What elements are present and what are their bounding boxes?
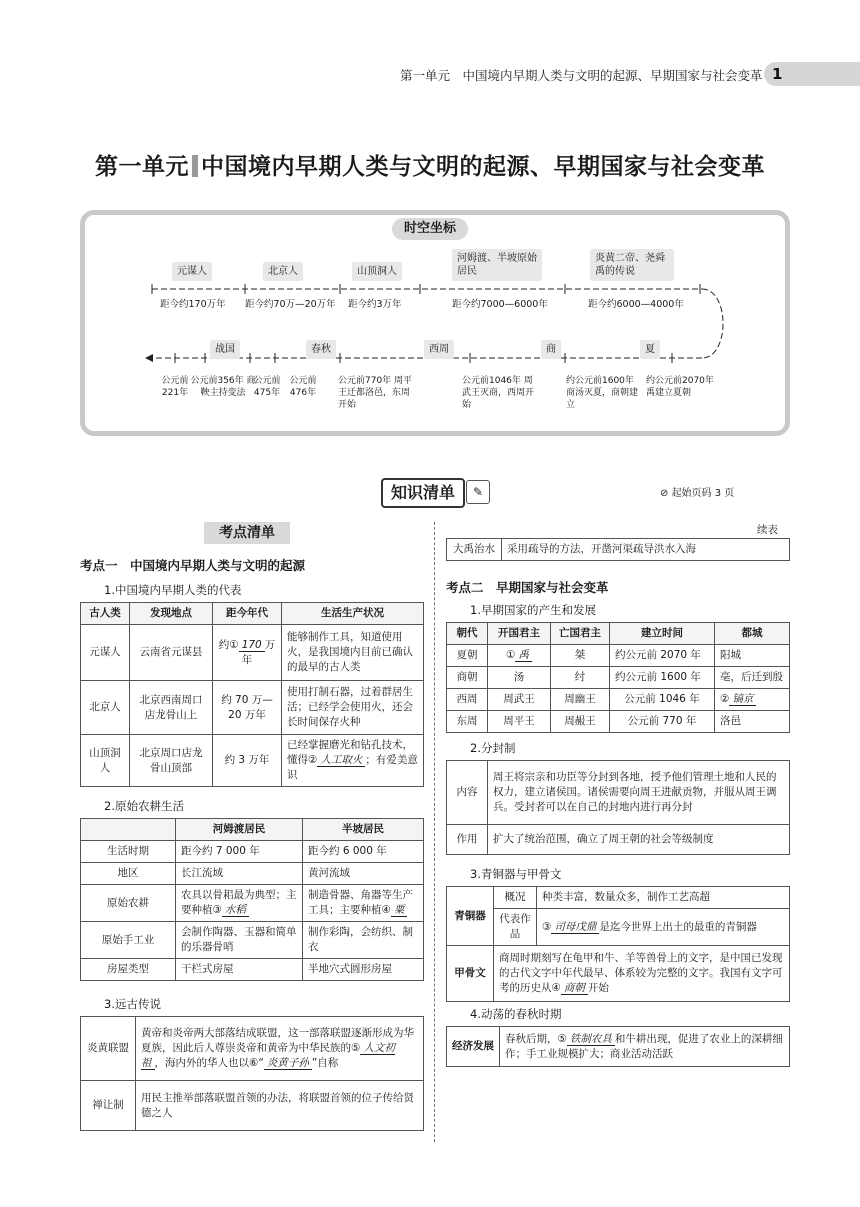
unit-title-part1: 第一单元 (95, 154, 189, 180)
table-row (447, 909, 790, 946)
answer-blank: 水稻 (222, 904, 249, 917)
cell-text: ① (506, 649, 516, 661)
cell-text: 约① (218, 638, 239, 651)
answer-blank: 人工取火 (317, 754, 365, 767)
th-capital: 都城 (715, 623, 790, 645)
answer-blank: 司母戊鼎 (551, 921, 599, 934)
column-divider (434, 522, 435, 1142)
point2-title: 考点二 早期国家与社会变革 (446, 580, 609, 595)
time-yanhuang: 距今约6000—4000年 (588, 299, 684, 310)
th-founded: 建立时间 (610, 623, 715, 645)
fengjian-table (446, 760, 790, 855)
answer-blank: 人文初祖 (141, 1042, 395, 1069)
th-era: 距今年代 (213, 603, 282, 625)
cell: 约公元前 1600 年 (610, 667, 715, 689)
cell: 东周 (447, 711, 488, 733)
cell: 地区 (81, 863, 176, 885)
answer-blank: 170 (239, 639, 265, 652)
th-location: 发现地点 (130, 603, 213, 625)
start-page-text: 起始页码 3 页 (671, 488, 735, 499)
cell-text: ③ (542, 920, 552, 933)
event-shandingdong: 山顶洞人 (352, 262, 402, 281)
table-row (81, 1017, 424, 1081)
cell: 炎黄联盟 (81, 1017, 136, 1081)
cell (282, 735, 424, 787)
cell-text: 是迄今世界上出土的最重的青铜器 (599, 920, 757, 933)
cell: 作用 (447, 825, 488, 855)
knowledge-list-badge: 知识清单 (381, 478, 465, 508)
cell: 商朝 (447, 667, 488, 689)
point2-sub3: 3.青铜器与甲骨文 (470, 867, 562, 881)
period-shang: 商 (541, 340, 561, 359)
cell-text: 农具以骨耜最为典型；主要种植③ (181, 889, 297, 916)
cell: 公元前 770 年 (610, 711, 715, 733)
cell (500, 1027, 790, 1067)
cell-text: ② (720, 693, 730, 705)
cell-text: 商周时期刻写在龟甲和牛、羊等兽骨上的文字，是中国已发现的古代文字中年代最早、体系较为完整的文字。我国有文字可考的历史从④ (499, 952, 783, 994)
answer-blank: 铁制农具 (567, 1033, 615, 1046)
point2-sub2: 2.分封制 (470, 741, 516, 755)
table-row (447, 539, 790, 561)
period-zhanguo: 战国 (210, 340, 240, 359)
notepad-icon: ✎ (466, 480, 490, 504)
th-human: 古人类 (81, 603, 130, 625)
timeline-graphic (0, 0, 860, 460)
mark-2070: 约公元前2070年 禹建立夏朝 (646, 376, 714, 398)
cell (488, 645, 551, 667)
table-row (81, 1081, 424, 1131)
cell-text: ”自称 (311, 1057, 339, 1069)
table-row (447, 946, 790, 1002)
continued-table (446, 538, 790, 561)
cell: 会制作陶器、玉器和简单的乐器骨哨 (176, 922, 303, 959)
early-humans-table (80, 602, 424, 787)
th-last-ruler: 亡国君主 (551, 623, 610, 645)
cell: 种类丰富，数量众多，制作工艺高超 (537, 887, 790, 909)
cell: 山顶洞人 (81, 735, 130, 787)
cell: 汤 (488, 667, 551, 689)
table-row (447, 689, 790, 711)
cell-text: 制造骨器、角器等生产工具；主要种植④ (308, 889, 413, 916)
cell: 云南省元谋县 (130, 625, 213, 681)
cell: 元谋人 (81, 625, 130, 681)
th-banpo: 半坡居民 (303, 819, 424, 841)
th-founder: 开国君主 (488, 623, 551, 645)
point2-sub1: 1.早期国家的产生和发展 (470, 603, 596, 617)
page-number: 1 (772, 65, 783, 83)
cell: 甲骨文 (447, 946, 494, 1002)
cell: 周幽王 (551, 689, 610, 711)
table-row (81, 959, 424, 981)
period-xia: 夏 (640, 340, 660, 359)
chunqiu-table (446, 1026, 790, 1067)
cell (213, 625, 282, 681)
mark-356: 公元前356年 商鞅主持变法 (190, 376, 256, 398)
cell: 北京周口店龙骨山顶部 (130, 735, 213, 787)
answer-blank: 粟 (391, 904, 408, 917)
unit-title-part2: 中国境内早期人类与文明的起源、早期国家与社会变革 (201, 154, 765, 180)
cell: 北京西南周口店龙骨山上 (130, 681, 213, 735)
start-page-note: ⊘ 起始页码 3 页 (660, 488, 735, 499)
cell: 用民主推举部落联盟首领的办法，将联盟首领的位子传给贤德之人 (136, 1081, 424, 1131)
table-row (81, 885, 424, 922)
table-row (81, 681, 424, 735)
cell: 洛邑 (715, 711, 790, 733)
cell: 距今约 7 000 年 (176, 841, 303, 863)
cell: 周赧王 (551, 711, 610, 733)
time-beijing: 距今约70万—20万年 (245, 299, 336, 310)
cell: 概况 (494, 887, 537, 909)
cell-text: 春秋后期，⑤ (505, 1032, 567, 1045)
dynasties-table (446, 622, 790, 733)
cell: 黄河流域 (303, 863, 424, 885)
mark-770: 公元前770年 周平王迁都洛邑，东周开始 (338, 376, 413, 410)
cell: 桀 (551, 645, 610, 667)
point1-title: 考点一 中国境内早期人类与文明的起源 (80, 558, 306, 573)
time-hemudu: 距今约7000—6000年 (452, 299, 548, 310)
time-yuanmou: 距今约170万年 (160, 299, 226, 310)
answer-blank: 炎黄子孙 (264, 1057, 312, 1070)
event-yuanmou: 元谋人 (172, 262, 212, 281)
point2-sub4: 4.动荡的春秋时期 (470, 1007, 562, 1021)
event-hemudu: 河姆渡、半坡原始居民 (452, 249, 542, 281)
cell (136, 1017, 424, 1081)
cell: 西周 (447, 689, 488, 711)
point1-sub2: 2.原始农耕生活 (104, 799, 184, 813)
cell: 长江流域 (176, 863, 303, 885)
table-row (81, 922, 424, 959)
cell: 房屋类型 (81, 959, 176, 981)
period-xizhou: 西周 (424, 340, 454, 359)
event-yanhuang: 炎黄二帝、尧舜禹的传说 (590, 249, 674, 281)
time-shandingdong: 距今约3万年 (348, 299, 402, 310)
table-row (81, 863, 424, 885)
cell: 公元前 1046 年 (610, 689, 715, 711)
cell-text: 已经掌握磨光和钻孔技术，懂得② (287, 739, 413, 766)
cell: 禅让制 (81, 1081, 136, 1131)
cell: 周武王 (488, 689, 551, 711)
table-row (447, 645, 790, 667)
cell-text: ；有爱美意识 (287, 754, 418, 781)
cell: 距今约 6 000 年 (303, 841, 424, 863)
th-hemudu: 河姆渡居民 (176, 819, 303, 841)
table-row (447, 761, 790, 825)
cell: 周王将宗亲和功臣等分封到各地，授予他们管理土地和人民的权力，建立诸侯国。诸侯需要向周王进献贡物，并服从周王调兵。受封者可以在自己的封地内进行再分封 (488, 761, 790, 825)
cell: 内容 (447, 761, 488, 825)
cell: 扩大了统治范围，确立了周王朝的社会等级制度 (488, 825, 790, 855)
th-life: 生活生产状况 (282, 603, 424, 625)
cell: 约公元前 2070 年 (610, 645, 715, 667)
legends-table (80, 1016, 424, 1131)
period-chunqiu: 春秋 (306, 340, 336, 359)
cell: 约 3 万年 (213, 735, 282, 787)
cell (303, 885, 424, 922)
continued-label: 续表 (757, 524, 778, 536)
cell: 能够制作工具，知道使用火，是我国境内目前已确认的最早的古人类 (282, 625, 424, 681)
cell (176, 885, 303, 922)
cell: 采用疏导的方法，开凿河渠疏导洪水入海 (502, 539, 790, 561)
event-beijing: 北京人 (263, 262, 303, 281)
th-blank (81, 819, 176, 841)
cell-text: 开始 (587, 982, 609, 994)
cell: 代表作品 (494, 909, 537, 946)
cell: 夏朝 (447, 645, 488, 667)
cell-text: ，海内外的华人也以⑥“ (154, 1057, 264, 1069)
cell: 使用打制石器，过着群居生活；已经学会使用火，还会长时间保存火种 (282, 681, 424, 735)
mark-221: 公元前221年 (161, 376, 189, 398)
cell: 北京人 (81, 681, 130, 735)
cell: 约 70 万—20 万年 (213, 681, 282, 735)
answer-blank: 商朝 (561, 982, 588, 995)
point1-sub3: 3.远古传说 (104, 997, 161, 1011)
cell: 周平王 (488, 711, 551, 733)
cell (494, 946, 790, 1002)
answer-blank: 禹 (515, 649, 532, 662)
table-row (447, 887, 790, 909)
exam-points-badge: 考点清单 (204, 522, 290, 544)
point1-sub1: 1.中国境内早期人类的代表 (104, 583, 242, 597)
mark-1046: 公元前1046年 周武王灭商，西周开始 (462, 376, 535, 410)
cell-text: 和牛耕出现，促进了农业上的深耕细作；手工业规模扩大；商业活动活跃 (505, 1032, 783, 1060)
table-row (447, 667, 790, 689)
cell: 纣 (551, 667, 610, 689)
th-dynasty: 朝代 (447, 623, 488, 645)
cell: 制作彩陶，会纺织、制衣 (303, 922, 424, 959)
cell: 大禹治水 (447, 539, 502, 561)
timeline-curve (702, 289, 723, 358)
cell: 经济发展 (447, 1027, 500, 1067)
table-row (447, 1027, 790, 1067)
table-row (81, 735, 424, 787)
running-header: 第一单元 中国境内早期人类与文明的起源、早期国家与社会变革 (400, 68, 763, 83)
cell: 亳，后迁到殷 (715, 667, 790, 689)
bronze-oracle-table (446, 886, 790, 1002)
table-row (81, 841, 424, 863)
table-row (81, 625, 424, 681)
cell: 原始手工业 (81, 922, 176, 959)
cell: 生活时期 (81, 841, 176, 863)
table-row (447, 711, 790, 733)
timeline-arrow (145, 354, 153, 362)
cell (715, 689, 790, 711)
cell: 原始农耕 (81, 885, 176, 922)
timeline-heading: 时空坐标 (392, 218, 468, 240)
cell: 干栏式房屋 (176, 959, 303, 981)
cell: 阳城 (715, 645, 790, 667)
table-row (447, 825, 790, 855)
cell-text: 黄帝和炎帝两大部落结成联盟，这一部落联盟逐渐形成为华夏族，因此后人尊崇炎帝和黄帝为中华民族的⑤ (141, 1027, 414, 1054)
mark-1600: 约公元前1600年 商汤灭夏，商朝建立 (566, 376, 639, 410)
mark-475: 公元前475年 (253, 376, 281, 398)
mark-476: 公元前476年 (289, 376, 317, 398)
farming-table (80, 818, 424, 981)
cell (537, 909, 790, 946)
cell: 青铜器 (447, 887, 494, 946)
cell: 半地穴式圆形房屋 (303, 959, 424, 981)
answer-blank: 镐京 (729, 693, 756, 706)
cell-text: 万年 (241, 638, 276, 666)
